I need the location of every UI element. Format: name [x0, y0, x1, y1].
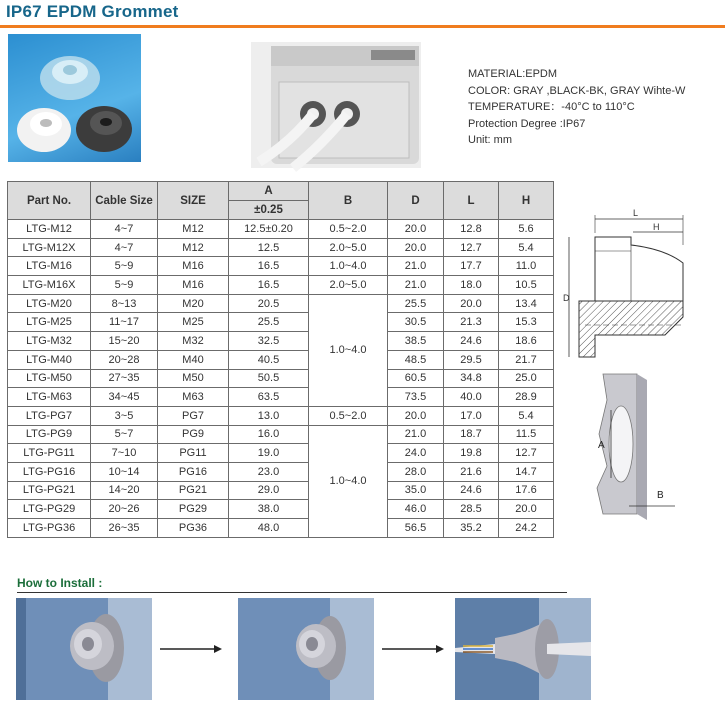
cell-d: 20.0 — [388, 238, 444, 257]
cell-l: 35.2 — [444, 519, 499, 538]
cell-b: 1.0~4.0 — [309, 257, 388, 276]
cell-h: 18.6 — [499, 332, 554, 351]
cell-d: 56.5 — [388, 519, 444, 538]
cell-a: 32.5 — [229, 332, 309, 351]
label-h: H — [653, 222, 660, 232]
cell-l: 34.8 — [444, 369, 499, 388]
page-title: IP67 EPDM Grommet — [6, 2, 179, 21]
cell-a: 40.5 — [229, 350, 309, 369]
cell-l: 28.5 — [444, 500, 499, 519]
cell-part: LTG-PG21 — [8, 481, 91, 500]
arrow-right-icon — [160, 643, 222, 655]
install-underline — [17, 592, 567, 593]
cell-a: 29.0 — [229, 481, 309, 500]
cell-d: 20.0 — [388, 406, 444, 425]
table-row — [8, 444, 554, 463]
label-d: D — [563, 293, 570, 303]
cell-a: 12.5 — [229, 238, 309, 257]
table-row — [8, 388, 554, 407]
cell-a: 63.5 — [229, 388, 309, 407]
header-d: D — [388, 182, 444, 220]
cell-l: 17.7 — [444, 257, 499, 276]
cross-section-drawing — [565, 205, 715, 375]
cell-cable: 7~10 — [91, 444, 158, 463]
cell-cable: 26~35 — [91, 519, 158, 538]
cell-a: 16.5 — [229, 276, 309, 295]
cell-cable: 5~9 — [91, 276, 158, 295]
header-a: A — [229, 182, 309, 201]
cell-l: 12.7 — [444, 238, 499, 257]
cell-l: 19.8 — [444, 444, 499, 463]
cell-part: LTG-M25 — [8, 313, 91, 332]
cell-b: 0.5~2.0 — [309, 406, 388, 425]
cell-d: 21.0 — [388, 276, 444, 295]
cell-cable: 5~7 — [91, 425, 158, 444]
header-l: L — [444, 182, 499, 220]
cell-d: 60.5 — [388, 369, 444, 388]
cell-part: LTG-M50 — [8, 369, 91, 388]
cell-size: M12 — [158, 238, 229, 257]
cell-cable: 8~13 — [91, 294, 158, 313]
cell-part: LTG-M16X — [8, 276, 91, 295]
spec-material: MATERIAL:EPDM — [468, 68, 558, 80]
cell-h: 5.6 — [499, 220, 554, 239]
cell-a: 20.5 — [229, 294, 309, 313]
install-step-1-photo — [16, 598, 152, 700]
cell-h: 5.4 — [499, 238, 554, 257]
cell-cable: 14~20 — [91, 481, 158, 500]
table-row — [8, 294, 554, 313]
cell-cable: 27~35 — [91, 369, 158, 388]
cell-size: M32 — [158, 332, 229, 351]
cell-h: 10.5 — [499, 276, 554, 295]
cell-h: 15.3 — [499, 313, 554, 332]
cell-b: 0.5~2.0 — [309, 220, 388, 239]
cell-a: 25.5 — [229, 313, 309, 332]
install-step-2-photo — [238, 598, 374, 700]
table-row — [8, 220, 554, 239]
cell-part: LTG-PG9 — [8, 425, 91, 444]
spec-unit: Unit: mm — [468, 134, 512, 146]
product-photo-enclosure — [251, 42, 421, 168]
cell-a: 38.0 — [229, 500, 309, 519]
cell-l: 20.0 — [444, 294, 499, 313]
cell-l: 18.7 — [444, 425, 499, 444]
cell-d: 28.0 — [388, 462, 444, 481]
cell-h: 21.7 — [499, 350, 554, 369]
spec-temperature: TEMPERATURE：-40°C to 110°C — [468, 101, 635, 113]
dimension-table — [7, 181, 554, 538]
header-size: SIZE — [158, 182, 229, 220]
cell-a: 13.0 — [229, 406, 309, 425]
cell-part: LTG-PG16 — [8, 462, 91, 481]
cell-b-merged: 1.0~4.0 — [309, 425, 388, 537]
table-row — [8, 276, 554, 295]
cell-d: 35.0 — [388, 481, 444, 500]
table-row — [8, 369, 554, 388]
cell-h: 28.9 — [499, 388, 554, 407]
cell-d: 46.0 — [388, 500, 444, 519]
cell-cable: 20~28 — [91, 350, 158, 369]
cell-size: M16 — [158, 257, 229, 276]
cell-b: 2.0~5.0 — [309, 276, 388, 295]
cell-l: 18.0 — [444, 276, 499, 295]
table-row — [8, 481, 554, 500]
table-row — [8, 425, 554, 444]
header-a-tolerance: ±0.25 — [229, 201, 309, 220]
cell-d: 38.5 — [388, 332, 444, 351]
cell-size: PG21 — [158, 481, 229, 500]
cell-d: 25.5 — [388, 294, 444, 313]
cell-part: LTG-PG7 — [8, 406, 91, 425]
table-row — [8, 350, 554, 369]
spec-protection: Protection Degree :IP67 — [468, 117, 586, 130]
cell-part: LTG-M32 — [8, 332, 91, 351]
cell-b-merged: 1.0~4.0 — [309, 294, 388, 406]
cell-l: 40.0 — [444, 388, 499, 407]
title-underline — [0, 25, 725, 28]
spec-color: COLOR: GRAY ,BLACK-BK, GRAY Wihte-W — [468, 84, 686, 97]
cell-part: LTG-M63 — [8, 388, 91, 407]
cell-cable: 4~7 — [91, 220, 158, 239]
cell-cable: 3~5 — [91, 406, 158, 425]
cell-a: 12.5±0.20 — [229, 220, 309, 239]
cell-size: PG16 — [158, 462, 229, 481]
cell-l: 24.6 — [444, 332, 499, 351]
cell-h: 20.0 — [499, 500, 554, 519]
cell-h: 14.7 — [499, 462, 554, 481]
cell-cable: 4~7 — [91, 238, 158, 257]
cell-size: M16 — [158, 276, 229, 295]
cell-cable: 5~9 — [91, 257, 158, 276]
arrow-right-icon — [382, 643, 444, 655]
cell-size: M25 — [158, 313, 229, 332]
cell-h: 25.0 — [499, 369, 554, 388]
header-part-no: Part No. — [8, 182, 91, 220]
cell-part: LTG-M40 — [8, 350, 91, 369]
table-row — [8, 500, 554, 519]
panel-cutout-drawing — [585, 370, 675, 520]
cell-cable: 20~26 — [91, 500, 158, 519]
header-cable-size: Cable Size — [91, 182, 158, 220]
label-l: L — [633, 208, 639, 218]
cell-d: 30.5 — [388, 313, 444, 332]
cell-size: PG7 — [158, 406, 229, 425]
table-row — [8, 238, 554, 257]
cell-cable: 34~45 — [91, 388, 158, 407]
cell-part: LTG-PG11 — [8, 444, 91, 463]
cell-a: 50.5 — [229, 369, 309, 388]
cell-h: 17.6 — [499, 481, 554, 500]
cell-size: PG11 — [158, 444, 229, 463]
cell-size: PG36 — [158, 519, 229, 538]
header-b: B — [309, 182, 388, 220]
install-step-3-photo — [455, 598, 591, 700]
table-row — [8, 406, 554, 425]
cell-h: 11.5 — [499, 425, 554, 444]
cell-part: LTG-PG29 — [8, 500, 91, 519]
cell-size: M63 — [158, 388, 229, 407]
cell-d: 24.0 — [388, 444, 444, 463]
cell-size: M20 — [158, 294, 229, 313]
table-row — [8, 313, 554, 332]
table-row — [8, 462, 554, 481]
cell-a: 48.0 — [229, 519, 309, 538]
cell-cable: 15~20 — [91, 332, 158, 351]
cell-part: LTG-M12X — [8, 238, 91, 257]
cell-h: 24.2 — [499, 519, 554, 538]
label-b: B — [657, 490, 664, 501]
cell-cable: 11~17 — [91, 313, 158, 332]
cell-size: M50 — [158, 369, 229, 388]
cell-part: LTG-M12 — [8, 220, 91, 239]
cell-d: 73.5 — [388, 388, 444, 407]
header-h: H — [499, 182, 554, 220]
label-a: A — [598, 440, 605, 451]
cell-part: LTG-PG36 — [8, 519, 91, 538]
cell-d: 48.5 — [388, 350, 444, 369]
cell-h: 12.7 — [499, 444, 554, 463]
cell-l: 29.5 — [444, 350, 499, 369]
cell-size: PG29 — [158, 500, 229, 519]
cell-part: LTG-M20 — [8, 294, 91, 313]
table-row — [8, 519, 554, 538]
cell-l: 17.0 — [444, 406, 499, 425]
cell-size: M40 — [158, 350, 229, 369]
cell-l: 21.3 — [444, 313, 499, 332]
cell-h: 11.0 — [499, 257, 554, 276]
cell-h: 5.4 — [499, 406, 554, 425]
install-heading: How to Install : — [17, 576, 103, 590]
cell-a: 23.0 — [229, 462, 309, 481]
cell-l: 21.6 — [444, 462, 499, 481]
table-row — [8, 257, 554, 276]
cell-a: 16.5 — [229, 257, 309, 276]
table-row — [8, 332, 554, 351]
cell-cable: 10~14 — [91, 462, 158, 481]
cell-part: LTG-M16 — [8, 257, 91, 276]
product-photo-grommets — [8, 34, 141, 162]
cell-h: 13.4 — [499, 294, 554, 313]
cell-a: 16.0 — [229, 425, 309, 444]
cell-size: PG9 — [158, 425, 229, 444]
cell-l: 12.8 — [444, 220, 499, 239]
cell-a: 19.0 — [229, 444, 309, 463]
cell-d: 21.0 — [388, 425, 444, 444]
cell-l: 24.6 — [444, 481, 499, 500]
cell-d: 21.0 — [388, 257, 444, 276]
material-specs — [468, 66, 685, 149]
cell-b: 2.0~5.0 — [309, 238, 388, 257]
cell-size: M12 — [158, 220, 229, 239]
cell-d: 20.0 — [388, 220, 444, 239]
